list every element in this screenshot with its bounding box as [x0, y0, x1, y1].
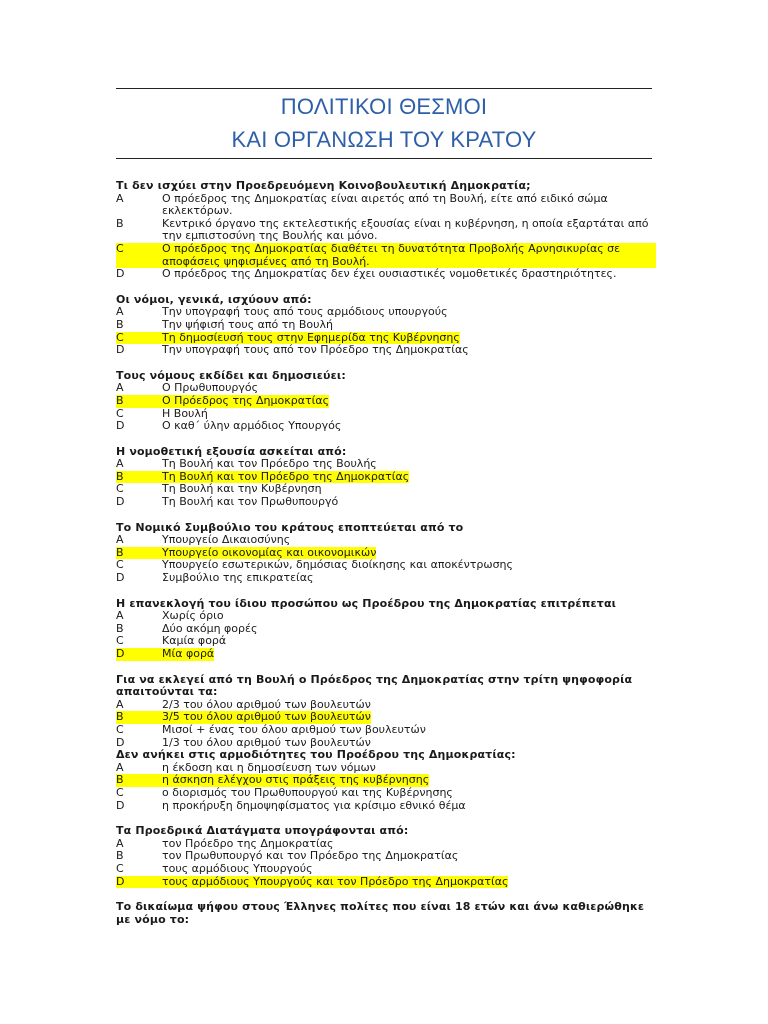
option-text: η έκδοση και η δημοσίευση των νόμων [162, 760, 376, 774]
option-text: Τη Βουλή και τον Πρόεδρο της Δημοκρατίας [162, 469, 410, 483]
question-block [116, 825, 656, 888]
option-b-highlighted [116, 395, 329, 408]
question-text: Τους νόμους εκδίδει και δημοσιεύει: [116, 368, 346, 382]
option-letter: A [116, 760, 124, 774]
option-text: Μισοί + ένας του όλου αριθμού των βουλευτών [162, 722, 426, 736]
option-letter: B [116, 393, 124, 407]
option-letter: B [116, 545, 124, 559]
question-text: Οι νόμοι, γενικά, ισχύουν από: [116, 292, 312, 306]
option-text: Κεντρικό όργανο της εκτελεστικής εξουσίας είναι η κυβέρνηση, η οποία εξαρτάται από την εμπιστοσύνη της Βουλής και μόνο. [162, 216, 649, 243]
question-block [116, 180, 656, 281]
option-text: Καμία φορά [162, 634, 227, 648]
option-text: Υπουργείο οικονομίας και οικονομικών [162, 545, 377, 559]
option-text: Τη Βουλή και την Κυβέρνηση [162, 482, 322, 496]
option-letter: C [116, 330, 124, 344]
option-d [116, 268, 656, 281]
option-text: 2/3 του όλου αριθμού των βουλευτών [162, 697, 371, 711]
option-text: 1/3 του όλου αριθμού των βουλευτών [162, 735, 371, 749]
option-text: Υπουργείο Δικαιοσύνης [162, 533, 291, 547]
option-text: Δύο ακόμη φορές [162, 621, 258, 635]
option-d [116, 344, 656, 357]
option-c [116, 787, 656, 800]
question-text: Για να εκλεγεί από τη Βουλή ο Πρόεδρος της Δημοκρατίας στην τρίτη ψηφοφορία απαιτούνται τα: [116, 672, 633, 699]
option-letter: B [116, 469, 124, 483]
option-letter: B [116, 773, 124, 787]
title-bottom-rule [116, 158, 652, 159]
question-block [116, 294, 656, 357]
option-text: Την ψήφισή τους από τη Βουλή [162, 317, 333, 331]
option-letter: C [116, 406, 124, 420]
option-text: η άσκηση ελέγχου στις πράξεις της κυβέρνησης [162, 773, 430, 787]
question-text: Δεν ανήκει στις αρμοδιότητες του Προέδρου της Δημοκρατίας: [116, 748, 516, 762]
option-text: Την υπογραφή τους από τον Πρόεδρο της Δημοκρατίας [162, 343, 469, 357]
option-letter: D [116, 571, 125, 585]
document-title [116, 90, 652, 156]
option-letter: A [116, 191, 124, 205]
option-text: Ο Πρόεδρος της Δημοκρατίας [162, 393, 330, 407]
option-letter: C [116, 558, 124, 572]
option-b [116, 319, 656, 332]
option-letter: A [116, 457, 124, 471]
option-text: 3/5 του όλου αριθμού των βουλευτών [162, 710, 371, 724]
question-block [116, 446, 656, 509]
option-a [116, 610, 656, 623]
option-text: Ο Πρωθυπουργός [162, 381, 259, 395]
option-text: Τη Βουλή και τον Πρόεδρο της Βουλής [162, 457, 377, 471]
option-letter: B [116, 710, 124, 724]
title-line-1: ΠΟΛΙΤΙΚΟΙ ΘΕΣΜΟΙ [280, 94, 488, 119]
option-text: η προκήρυξη δημοψηφίσματος για κρίσιμο εθνικό θέμα [162, 798, 466, 812]
question-block [116, 370, 656, 433]
option-text: Την υπογραφή τους από τους αρμόδιους υπουργούς [162, 305, 448, 319]
question-text: Η επανεκλογή του ίδιου προσώπου ως Προέδρου της Δημοκρατίας επιτρέπεται [116, 596, 617, 610]
option-text: Ο καθ΄ ύλην αρμόδιος Υπουργός [162, 419, 342, 433]
option-letter: A [116, 305, 124, 319]
question-block [116, 598, 656, 661]
question-block [116, 674, 656, 750]
option-text: Χωρίς όριο [162, 609, 224, 623]
question-block [116, 749, 656, 812]
option-letter: D [116, 495, 125, 509]
question-block [116, 901, 656, 926]
question-text: Τι δεν ισχύει στην Προεδρευόμενη Κοινοβουλευτική Δημοκρατία; [116, 179, 531, 192]
option-letter: C [116, 241, 124, 255]
option-a [116, 458, 656, 471]
option-letter: C [116, 482, 124, 496]
option-letter: C [116, 722, 124, 736]
option-c-highlighted [116, 243, 656, 268]
option-text: Μία φορά [162, 647, 215, 660]
question-text: Το δικαίωμα ψήφου στους Έλληνες πολίτες που είναι 18 ετών και άνω καθιερώθηκε με νόμο το: [116, 900, 645, 926]
option-c [116, 724, 656, 737]
option-letter: B [116, 621, 124, 635]
option-text: Ο πρόεδρος της Δημοκρατίας είναι αιρετός από τη Βουλή, είτε από ειδικό σώμα εκλεκτόρων. [162, 191, 608, 218]
option-letter: D [116, 647, 125, 660]
option-letter: B [116, 317, 124, 331]
option-d [116, 496, 656, 509]
option-c [116, 863, 656, 876]
option-d-highlighted [116, 876, 508, 889]
option-text: Ο πρόεδρος της Δημοκρατίας διαθέτει τη δυνατότητα Προβολής Αρνησικυρίας σε αποφάσεις ψηφισμένες από τη Βουλή. [162, 241, 621, 268]
option-d [116, 572, 656, 585]
question-list [116, 180, 656, 939]
option-d [116, 800, 656, 813]
question-block [116, 522, 656, 585]
question-text: Τα Προεδρικά Διατάγματα υπογράφονται από: [116, 824, 409, 838]
option-text: τους αρμόδιους Υπουργούς [162, 861, 313, 875]
option-letter: A [116, 381, 124, 395]
option-a [116, 193, 656, 218]
option-text: τον Πρωθυπουργό και τον Πρόεδρο της Δημοκρατίας [162, 849, 459, 863]
option-letter: A [116, 533, 124, 547]
option-d [116, 420, 656, 433]
question-text: Το Νομικό Συμβούλιο του κράτους εποπτεύεται από το [116, 520, 464, 534]
option-letter: C [116, 861, 124, 875]
option-letter: D [116, 267, 125, 281]
question-text: Η νομοθετική εξουσία ασκείται από: [116, 444, 347, 458]
option-letter: D [116, 874, 125, 888]
option-letter: C [116, 634, 124, 648]
option-text: ο διορισμός του Πρωθυπουργού και της Κυβέρνησης [162, 785, 453, 799]
option-letter: A [116, 836, 124, 850]
title-top-rule [116, 88, 652, 89]
option-letter: D [116, 343, 125, 357]
option-text: Τη Βουλή και τον Πρωθυπουργό [162, 495, 339, 509]
option-text: τους αρμόδιους Υπουργούς και τον Πρόεδρο της Δημοκρατίας [162, 874, 509, 888]
option-letter: D [116, 798, 125, 812]
option-letter: A [116, 697, 124, 711]
title-line-2: ΚΑΙ ΟΡΓΑΝΩΣΗ ΤΟΥ ΚΡΑΤΟΥ [231, 127, 537, 152]
option-text: Υπουργείο εσωτερικών, δημόσιας διοίκησης και αποκέντρωσης [162, 558, 513, 572]
option-text: Η Βουλή [162, 406, 208, 420]
option-letter: D [116, 735, 125, 749]
option-text: Συμβούλιο της επικρατείας [162, 571, 314, 585]
option-letter: D [116, 419, 125, 433]
option-text: Ο πρόεδρος της Δημοκρατίας δεν έχει ουσιαστικές νομοθετικές δραστηριότητες. [162, 267, 617, 281]
option-text: τον Πρόεδρο της Δημοκρατίας [162, 836, 334, 850]
option-b [116, 218, 656, 243]
option-letter: B [116, 216, 124, 230]
option-letter: C [116, 785, 124, 799]
option-d-highlighted [116, 648, 214, 661]
option-letter: A [116, 609, 124, 623]
option-text: Τη δημοσίευσή τους στην Εφημερίδα της Κυβέρνησης [162, 330, 460, 344]
option-a [116, 534, 656, 547]
option-letter: B [116, 849, 124, 863]
